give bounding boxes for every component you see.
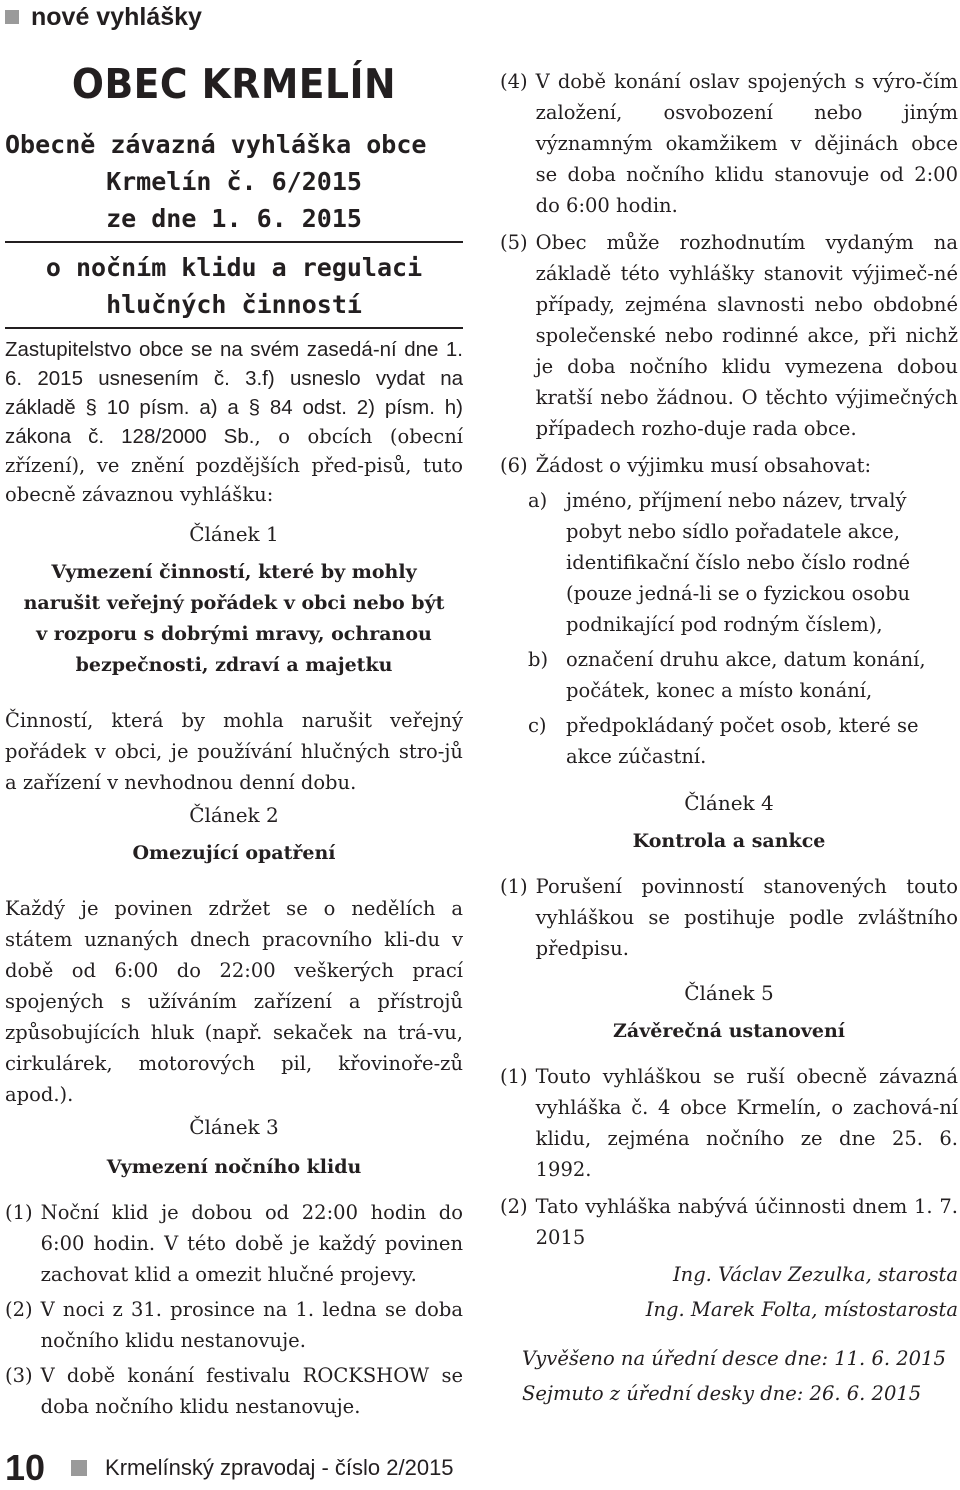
posting-info <box>500 1341 958 1411</box>
page-number: 10 <box>5 1447 46 1488</box>
subitem-text: jméno, příjmení nebo název, trvalý pobyt nebo sídlo pořadatele akce, identifikační číslo nebo číslo rodné (pouze jedná-li se o fyzickou osobu podnikající pod rodným číslem), <box>566 489 911 636</box>
article-2-label: Článek 2 <box>189 803 279 827</box>
decree-line-3: ze dne 1. 6. 2015 <box>106 204 362 233</box>
article-5-title: Závěrečná ustanovení <box>613 1020 845 1042</box>
article-3-item <box>500 66 958 221</box>
square-bullet-icon <box>5 10 19 24</box>
article-5-item <box>500 1191 958 1253</box>
article-5-label: Článek 5 <box>684 981 774 1005</box>
article-3-label: Článek 3 <box>189 1115 279 1139</box>
subitem <box>500 644 958 706</box>
item-number: (1) <box>500 875 528 898</box>
item-number: (3) <box>5 1364 33 1387</box>
article-1-text: Činností, která by mohla narušit veřejný pořádek v obci, je používání hlučných stro-jů a zařízení v nevhodnou denní dobu. <box>5 709 463 794</box>
square-bullet-icon <box>71 1460 87 1476</box>
article-2-title: Omezující opatření <box>132 842 336 864</box>
article-3-item <box>500 227 958 444</box>
item-number: (1) <box>5 1201 33 1224</box>
intro-part-1: Zastupitelstvo obce se na svém zasedá-ní dne 1. 6. 2015 usnesením č. 3.f) usneslo vydat na základě § 10 písm. a) a § 84 odst. 2) písm. h) zákona č. 128/2000 Sb. <box>5 338 463 448</box>
subitem-letter: c) <box>528 714 547 737</box>
deputy-signature: Ing. Marek Folta, místostarosta <box>645 1298 958 1321</box>
item-text: Porušení povinností stanovených touto vyhláškou se postihuje podle zvláštního předpisu. <box>535 875 958 960</box>
subitem-text: označení druhu akce, datum konání, počátek, konec a místo konání, <box>566 648 926 702</box>
article-4-item <box>500 871 958 964</box>
subitem-letter: b) <box>528 648 549 671</box>
publication-name: Krmelínský zpravodaj - číslo 2/2015 <box>105 1455 454 1480</box>
subject-line-1: o nočním klidu a regulaci <box>45 253 423 282</box>
signatures <box>500 1257 958 1327</box>
article-4-label: Článek 4 <box>684 791 774 815</box>
left-column <box>5 60 463 1422</box>
article-5-item <box>500 1061 958 1185</box>
subitem <box>500 485 958 640</box>
removed-date: Sejmuto z úřední desky dne: 26. 6. 2015 <box>522 1382 922 1405</box>
article-3-item <box>5 1294 463 1356</box>
item-number: (1) <box>500 1065 528 1088</box>
item-number: (5) <box>500 231 528 254</box>
decree-line-1: Obecně závazná vyhláška obce <box>5 130 427 159</box>
article-1-label: Článek 1 <box>189 522 279 546</box>
decree-subject <box>5 249 463 323</box>
divider <box>5 241 463 243</box>
item-number: (2) <box>5 1298 33 1321</box>
article-1-title: Vymezení činností, které by mohly narušit veřejný pořádek v obci nebo být v rozporu s dobrými mravy, ochranou bezpečnosti, zdraví a majetku <box>23 561 445 676</box>
section-title: nové vyhlášky <box>31 2 202 31</box>
article-2-text: Každý je povinen zdržet se o nedělích a státem uznaných dnech pracovního kli-du v době od 6:00 do 22:00 veškerých prací spojených s užíváním zařízení a přístrojů způsobujících hluk (např. sekaček na trá-vu, cirkulárek, motorových pil, křovinoře-zů apod.). <box>5 897 463 1106</box>
item-text: V době konání oslav spojených s výro-čím založení, osvobození nebo jiným významným okamžikem v dějinách obce se doba nočního klidu stanovuje od 2:00 do 6:00 hodin. <box>535 70 958 217</box>
item-number: (4) <box>500 70 528 93</box>
item-number: (2) <box>500 1195 528 1218</box>
article-4-title: Kontrola a sankce <box>632 830 826 852</box>
village-title: OBEC KRMELÍN <box>71 60 397 108</box>
subitem-letter: a) <box>528 489 548 512</box>
intro-part-2: , o obcích (obecní zřízení), ve znění pozdějších před-pisů, tuto obecně závaznou vyhlášku: <box>5 425 463 506</box>
divider <box>5 327 463 329</box>
article-3-item <box>5 1360 463 1422</box>
subitem-text: předpokládaný počet osob, které se akce zúčastní. <box>566 714 919 768</box>
page-footer <box>5 1447 454 1488</box>
section-header <box>5 2 202 32</box>
item-number: (6) <box>500 454 528 477</box>
item-text: Tato vyhláška nabývá účinnosti dnem 1. 7. 2015 <box>535 1195 958 1249</box>
item-text: Obec může rozhodnutím vydaným na základě této vyhlášky stanovit výjimeč-né případy, zejména slavnosti nebo obdobné společenské nebo rodinné akce, při nichž je doba nočního klidu vymezena dobou kratší nebo žádnou. O těchto výjimečných případech rozho-duje rada obce. <box>535 231 958 440</box>
article-3-items-left <box>5 1197 463 1422</box>
item-text: Touto vyhláškou se ruší obecně závazná vyhláška č. 4 obce Krmelín, o zachová-ní klidu, zejména nočního ze dne 25. 6. 1992. <box>535 1065 958 1181</box>
item-text: Noční klid je dobou od 22:00 hodin do 6:00 hodin. V této době je každý povinen zachovat klid a omezit hlučné projevy. <box>40 1201 463 1286</box>
subitem <box>500 710 958 772</box>
decree-line-2: Krmelín č. 6/2015 <box>106 167 362 196</box>
mayor-signature: Ing. Václav Zezulka, starosta <box>672 1263 958 1286</box>
article-3-item <box>500 450 958 481</box>
item-text: Žádost o výjimku musí obsahovat: <box>535 454 872 477</box>
article-3-subitems <box>500 485 958 772</box>
decree-heading <box>5 126 463 237</box>
item-text: V noci z 31. prosince na 1. ledna se doba nočního klidu nestanovuje. <box>40 1298 463 1352</box>
subject-line-2: hlučných činností <box>106 290 362 319</box>
posted-date: Vyvěšeno na úřední desce dne: 11. 6. 2015 <box>522 1347 946 1370</box>
article-3-item <box>5 1197 463 1290</box>
article-3-title: Vymezení nočního klidu <box>106 1156 362 1178</box>
item-text: V době konání festivalu ROCKSHOW se doba nočního klidu nestanovuje. <box>40 1364 463 1418</box>
right-column <box>500 66 958 1411</box>
intro-paragraph <box>5 335 463 509</box>
